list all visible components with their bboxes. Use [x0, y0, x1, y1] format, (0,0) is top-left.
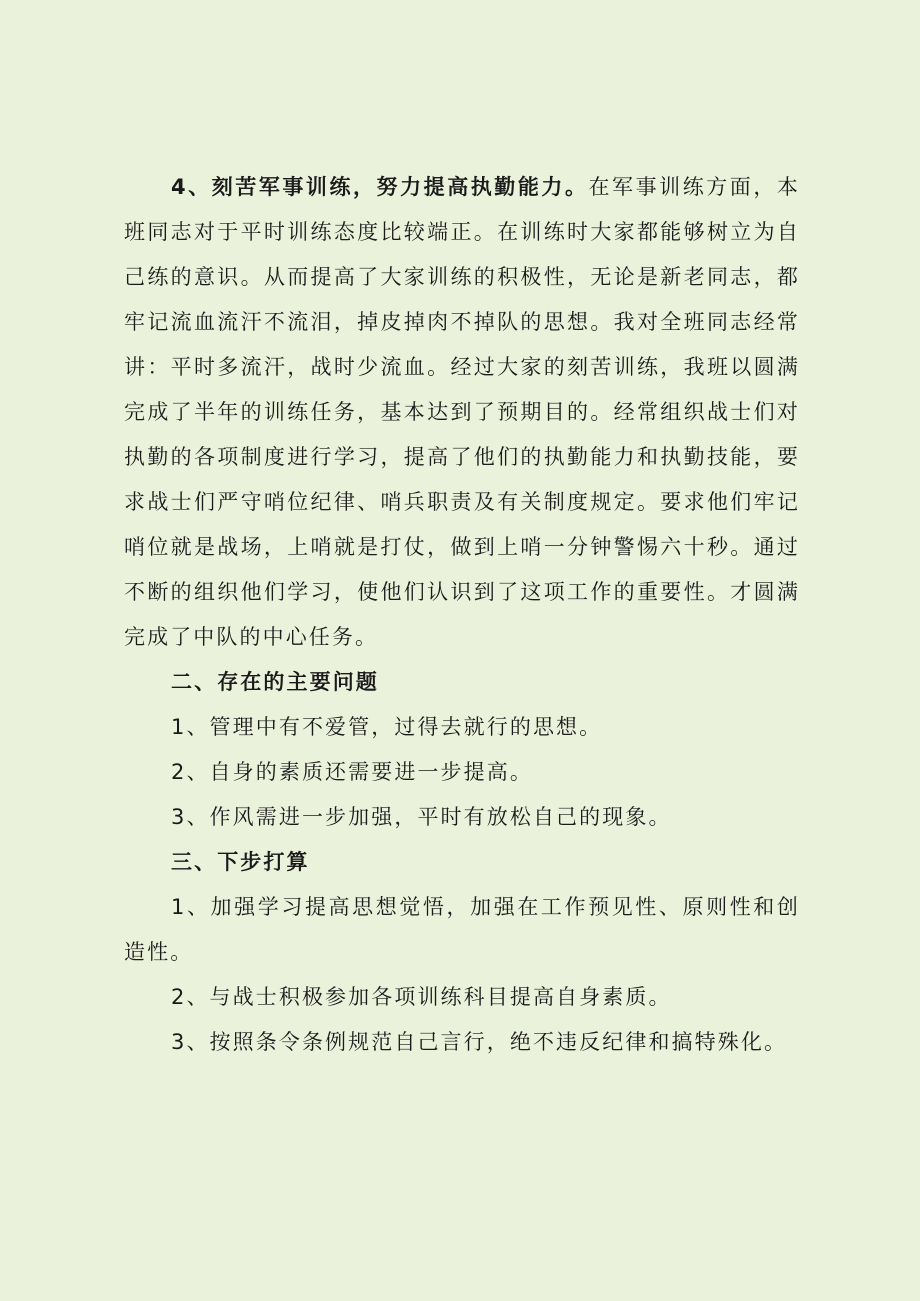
- section4-body: 在军事训练方面，本班同志对于平时训练态度比较端正。在训练时大家都能够树立为自己练的意识。从而提高了大家训练的积极性，无论是新老同志，都牢记流血流汗不流泪，掉皮掉肉不掉队的思想。我对全班同志经常讲：平时多流汗，战时少流血。经过大家的刻苦训练，我班以圆满完成了半年的训练任务，基本达到了预期目的。经常组织战士们对执勤的各项制度进行学习，提高了他们的执勤能力和执勤技能，要求战士们严守哨位纪律、哨兵职责及有关制度规定。要求他们牢记哨位就是战场，上哨就是打仗，做到上哨一分钟警惕六十秒。通过不断的组织他们学习，使他们认识到了这项工作的重要性。才圆满完成了中队的中心任务。: [124, 175, 800, 649]
- document-page: [124, 165, 800, 1065]
- problems-heading: 二、存在的主要问题: [171, 670, 379, 694]
- plan-item-1: 1、加强学习提高思想觉悟，加强在工作预见性、原则性和创造性。: [124, 895, 800, 964]
- problem-item-1: 1、管理中有不爱管，过得去就行的思想。: [171, 715, 603, 739]
- plans-heading: 三、下步打算: [171, 850, 310, 874]
- plan-item-3: 3、按照条令条例规范自己言行，绝不违反纪律和搞特殊化。: [171, 1030, 788, 1054]
- section4-paragraph: [124, 165, 800, 660]
- section4-lead: 4、刻苦军事训练，努力提高执勤能力。: [171, 175, 589, 199]
- problem-item-2: 2、自身的素质还需要进一步提高。: [171, 760, 533, 784]
- problem-item-3: 3、作风需进一步加强，平时有放松自己的现象。: [171, 805, 672, 829]
- plan-item-2: 2、与战士积极参加各项训练科目提高自身素质。: [171, 985, 672, 1009]
